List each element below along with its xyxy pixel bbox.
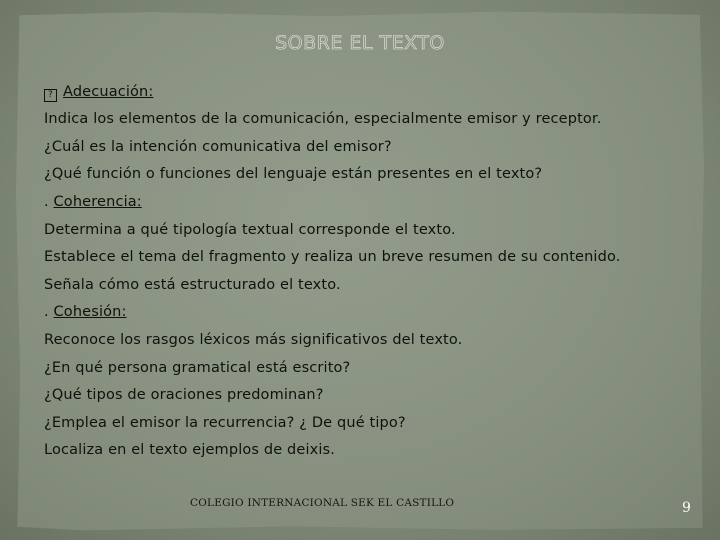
list-item: ¿Cuál es la intención comunicativa del emisor? <box>44 139 392 155</box>
section-heading-coherencia <box>44 194 142 210</box>
footer-text: COLEGIO INTERNACIONAL SEK EL CASTILLO <box>190 497 455 509</box>
slide-title: SOBRE EL TEXTO <box>275 32 445 54</box>
heading-prefix: . <box>44 194 54 210</box>
list-item: ¿Qué tipos de oraciones predominan? <box>44 387 324 403</box>
list-item: Localiza en el texto ejemplos de deixis. <box>44 442 336 458</box>
list-item: Indica los elementos de la comunicación, especialmente emisor y receptor. <box>44 111 602 127</box>
heading-label: Cohesión: <box>53 304 127 320</box>
page-number: 9 <box>682 500 691 516</box>
list-item: ¿Qué función o funciones del lenguaje están presentes en el texto? <box>44 166 543 182</box>
list-item: ¿Emplea el emisor la recurrencia? ¿ De qué tipo? <box>44 415 406 431</box>
section-heading-adecuacion <box>44 84 153 102</box>
section-heading-cohesion <box>44 304 127 320</box>
heading-prefix: . <box>44 304 54 320</box>
list-item: Establece el tema del fragmento y realiza un breve resumen de su contenido. <box>44 249 621 265</box>
list-item: Determina a qué tipología textual corresponde el texto. <box>44 222 456 238</box>
bullet-box-icon: ? <box>44 89 57 102</box>
heading-label: Coherencia: <box>53 194 142 210</box>
list-item: Señala cómo está estructurado el texto. <box>44 277 341 293</box>
heading-label: Adecuación: <box>63 84 154 100</box>
list-item: Reconoce los rasgos léxicos más significativos del texto. <box>44 332 463 348</box>
list-item: ¿En qué persona gramatical está escrito? <box>44 360 351 376</box>
